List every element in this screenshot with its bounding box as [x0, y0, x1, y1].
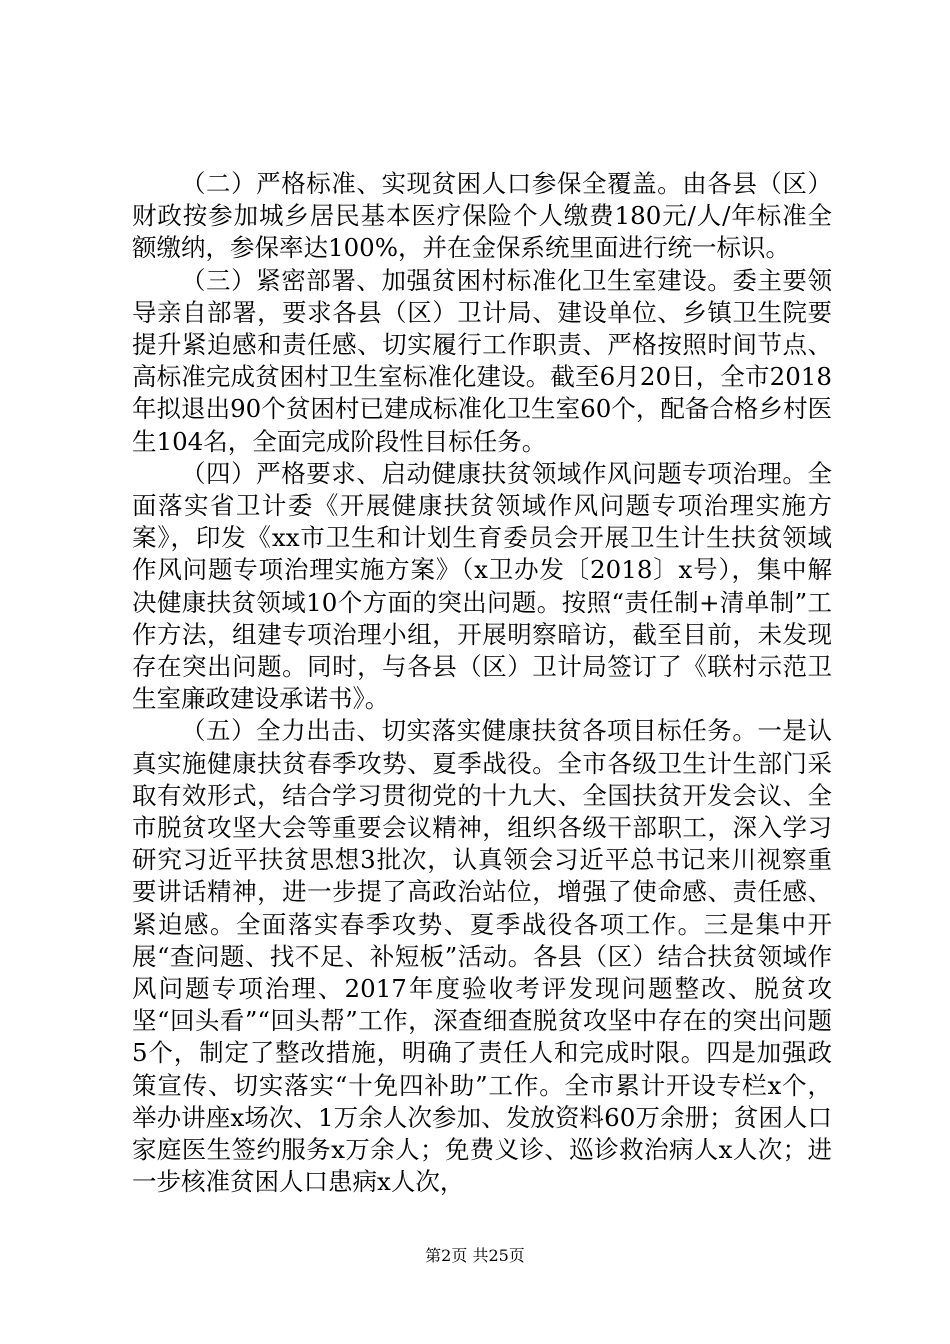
paragraph-item-3: （三）紧密部署、加强贫困村标准化卫生室建设。委主要领导亲自部署，要求各县（区）卫计局、建设单位、乡镇卫生院要提升紧迫感和责任感、切实履行工作职责、严格按照时间节点、高标准完成贫困村卫生室标准化建设。截至6月20日，全市2018年拟退出90个贫困村已建成标准化卫生室60个，配备合格乡村医生104名，全面完成阶段性目标任务。: [132, 265, 832, 456]
document-body: [132, 168, 832, 1199]
paragraph-item-5: （五）全力出击、切实落实健康扶贫各项目标任务。一是认真实施健康扶贫春季攻势、夏季战役。全市各级卫生计生部门采取有效形式，结合学习贯彻党的十九大、全国扶贫开发会议、全市脱贫攻坚大会等重要会议精神，组织各级干部职工，深入学习研究习近平扶贫思想3批次，认真领会习近平总书记来川视察重要讲话精神，进一步提了高政治站位，增强了使命感、责任感、紧迫感。全面落实春季攻势、夏季战役各项工作。三是集中开展“查问题、找不足、补短板”活动。各县（区）结合扶贫领域作风问题专项治理、2017年度验收考评发现问题整改、脱贫攻坚“回头看”“回头帮”工作，深查细查脱贫攻坚中存在的突出问题5个，制定了整改措施，明确了责任人和完成时限。四是加强政策宣传、切实落实“十免四补助”工作。全市累计开设专栏x个，举办讲座x场次、1万余人次参加、发放资料60万余册；贫困人口家庭医生签约服务x万余人；免费义诊、巡诊救治病人x人次；进一步核准贫困人口患病x人次，: [132, 716, 832, 1197]
page-footer: [0, 1246, 950, 1266]
paragraph-item-2: （二）严格标准、实现贫困人口参保全覆盖。由各县（区）财政按参加城乡居民基本医疗保险个人缴费180元/人/年标准全额缴纳，参保率达100%，并在金保系统里面进行统一标识。: [132, 169, 832, 263]
page-number-label: 第2页 共25页: [425, 1246, 525, 1265]
paragraph-item-4: （四）严格要求、启动健康扶贫领域作风问题专项治理。全面落实省卫计委《开展健康扶贫领域作风问题专项治理实施方案》，印发《xx市卫生和计划生育委员会开展卫生计生扶贫领域作风问题专项治理实施方案》（x卫办发〔2018〕x号），集中解决健康扶贫领域10个方面的突出问题。按照“责任制+清单制”工作方法，组建专项治理小组，开展明察暗访，截至目前，未发现存在突出问题。同时，与各县（区）卫计局签订了《联村示范卫生室廉政建设承诺书》。: [132, 458, 832, 714]
